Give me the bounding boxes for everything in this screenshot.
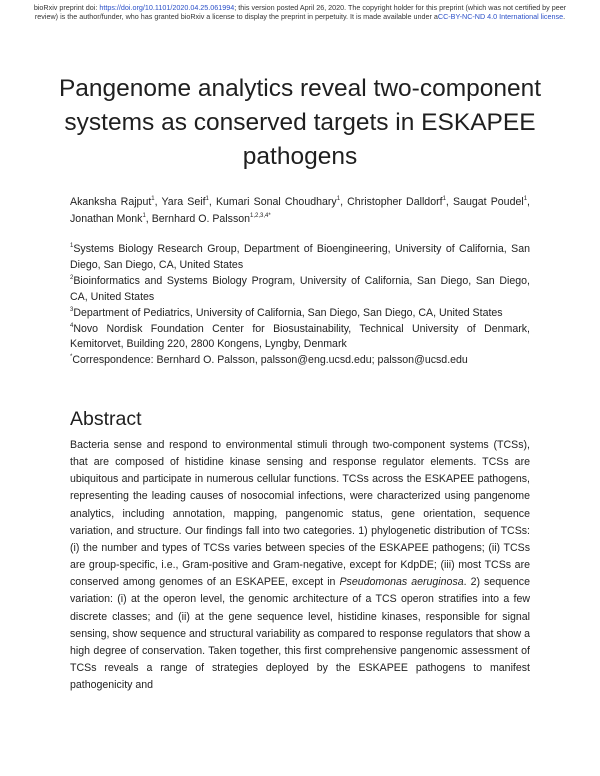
affil-text: Novo Nordisk Foundation Center for Biosustainability, Technical University of Denmark, Kemitorvet, Building 220, 2800 Kongens, Lyngby, Denmark — [70, 322, 530, 351]
author — [152, 213, 271, 225]
author — [162, 196, 216, 208]
affiliation-list — [70, 242, 530, 369]
author-separator: , — [527, 196, 530, 208]
affil-sup: 4 — [70, 322, 74, 329]
author — [453, 196, 530, 208]
author-name: Akanksha Rajput — [70, 196, 152, 208]
license-link[interactable]: CC-BY-NC-ND 4.0 International license — [437, 12, 564, 21]
affiliation — [70, 274, 530, 306]
affil-text: Department of Pediatrics, University of California, San Diego, San Diego, CA, United States — [73, 306, 503, 319]
author-name: Yara Seif — [161, 196, 206, 208]
banner-text-1: bioRxiv preprint doi: — [33, 3, 100, 12]
author — [347, 196, 453, 208]
author-affil-sup: 1,2,3,4* — [250, 213, 271, 219]
author-separator: , — [154, 196, 162, 208]
affiliation — [70, 242, 530, 274]
author — [70, 196, 162, 208]
author-affil-sup: 1 — [523, 196, 528, 202]
affil-sup: 3 — [70, 306, 74, 313]
affiliation — [70, 306, 530, 322]
abstract-text-2: . 2) sequence variation: (i) at the operon level, the genomic architecture of a TCS operon stratifies into a few discrete classes; and (ii) at the gene sequence level, histidine kinases, responsible for signal sensing, show sequence and structural variability as compared to response regulators that show a high degree of conservation. Taken together, this first comprehensive pangenomic assessment of TCSs reveals a range of strategies deployed by the ESKAPEE pathogens to manifest pathogenicity and — [70, 576, 530, 692]
author-affil-sup: 1 — [442, 196, 446, 202]
abstract-heading: Abstract — [70, 408, 142, 430]
abstract-species-italic: Pseudomonas aeruginosa — [339, 576, 464, 589]
author-affil-sup: 1 — [142, 213, 146, 219]
author-name: Christopher Dalldorf — [347, 196, 443, 208]
author-name: Saugat Poudel — [453, 196, 524, 208]
author-separator: , — [340, 196, 348, 208]
affil-text: Bioinformatics and Systems Biology Program, University of California, San Diego, San Diego, CA, United States — [70, 274, 530, 303]
abstract-body — [70, 437, 530, 694]
banner-text-2: ; this version posted April 26, 2020. The copyright holder for this preprint (which was not certified by peer review) is the author/funder, who has granted bioRxiv a license to display the preprint in perpetuity. It is made available under a — [34, 3, 567, 21]
author-separator: , — [145, 213, 152, 225]
author — [216, 196, 347, 208]
affil-sup: 2 — [70, 274, 74, 281]
affil-sup: 1 — [70, 243, 74, 249]
correspondence — [70, 353, 530, 369]
affiliation — [70, 322, 530, 354]
author-name: Jonathan Monk — [70, 213, 143, 225]
author-name: Kumari Sonal Choudhary — [215, 196, 337, 208]
author-separator: , — [445, 196, 453, 208]
affil-sup: * — [70, 354, 73, 361]
abstract-text-1: Bacteria sense and respond to environmental stimuli through two-component systems (TCSs), that are composed of histidine kinase sensing and response regulator elements. TCSs are ubiquitous and participate in numerous cellular functions. TCSs across the ESKAPEE pathogens, representing the leading causes of nosocomial infections, were characterized using pangenome analytics, including annotation, mapping, pangenomic status, gene orientation, sequence variation, and structure. Our findings fall into two categories. 1) phylogenetic distribution of TCSs: (i) the number and types of TCSs varies between species of the ESKAPEE pathogens; (ii) TCSs are group-specific, i.e., Gram-positive and Gram-negative, except for KdpDE; (iii) most TCSs are conserved among genomes of an ESKAPEE, except in — [70, 439, 530, 589]
paper-title: Pangenome analytics reveal two-component systems as conserved targets in ESKAPEE pathogens — [58, 75, 542, 170]
author-affil-sup: 1 — [205, 196, 209, 202]
author-name: Bernhard O. Palsson — [151, 213, 251, 225]
preprint-banner — [30, 3, 570, 21]
author-list — [70, 194, 530, 228]
author — [70, 213, 152, 225]
affil-text: Systems Biology Research Group, Department of Bioengineering, University of California, San Diego, San Diego, CA, United States — [70, 243, 530, 271]
doi-link[interactable]: https://doi.org/10.1101/2020.04.25.061994 — [99, 3, 235, 12]
correspondence-text: Correspondence: Bernhard O. Palsson, palsson@eng.ucsd.edu; palsson@ucsd.edu — [72, 354, 468, 367]
author-affil-sup: 1 — [151, 196, 155, 202]
author-affil-sup: 1 — [336, 196, 341, 202]
author-separator: , — [208, 196, 216, 208]
banner-text-3: . — [563, 12, 566, 21]
